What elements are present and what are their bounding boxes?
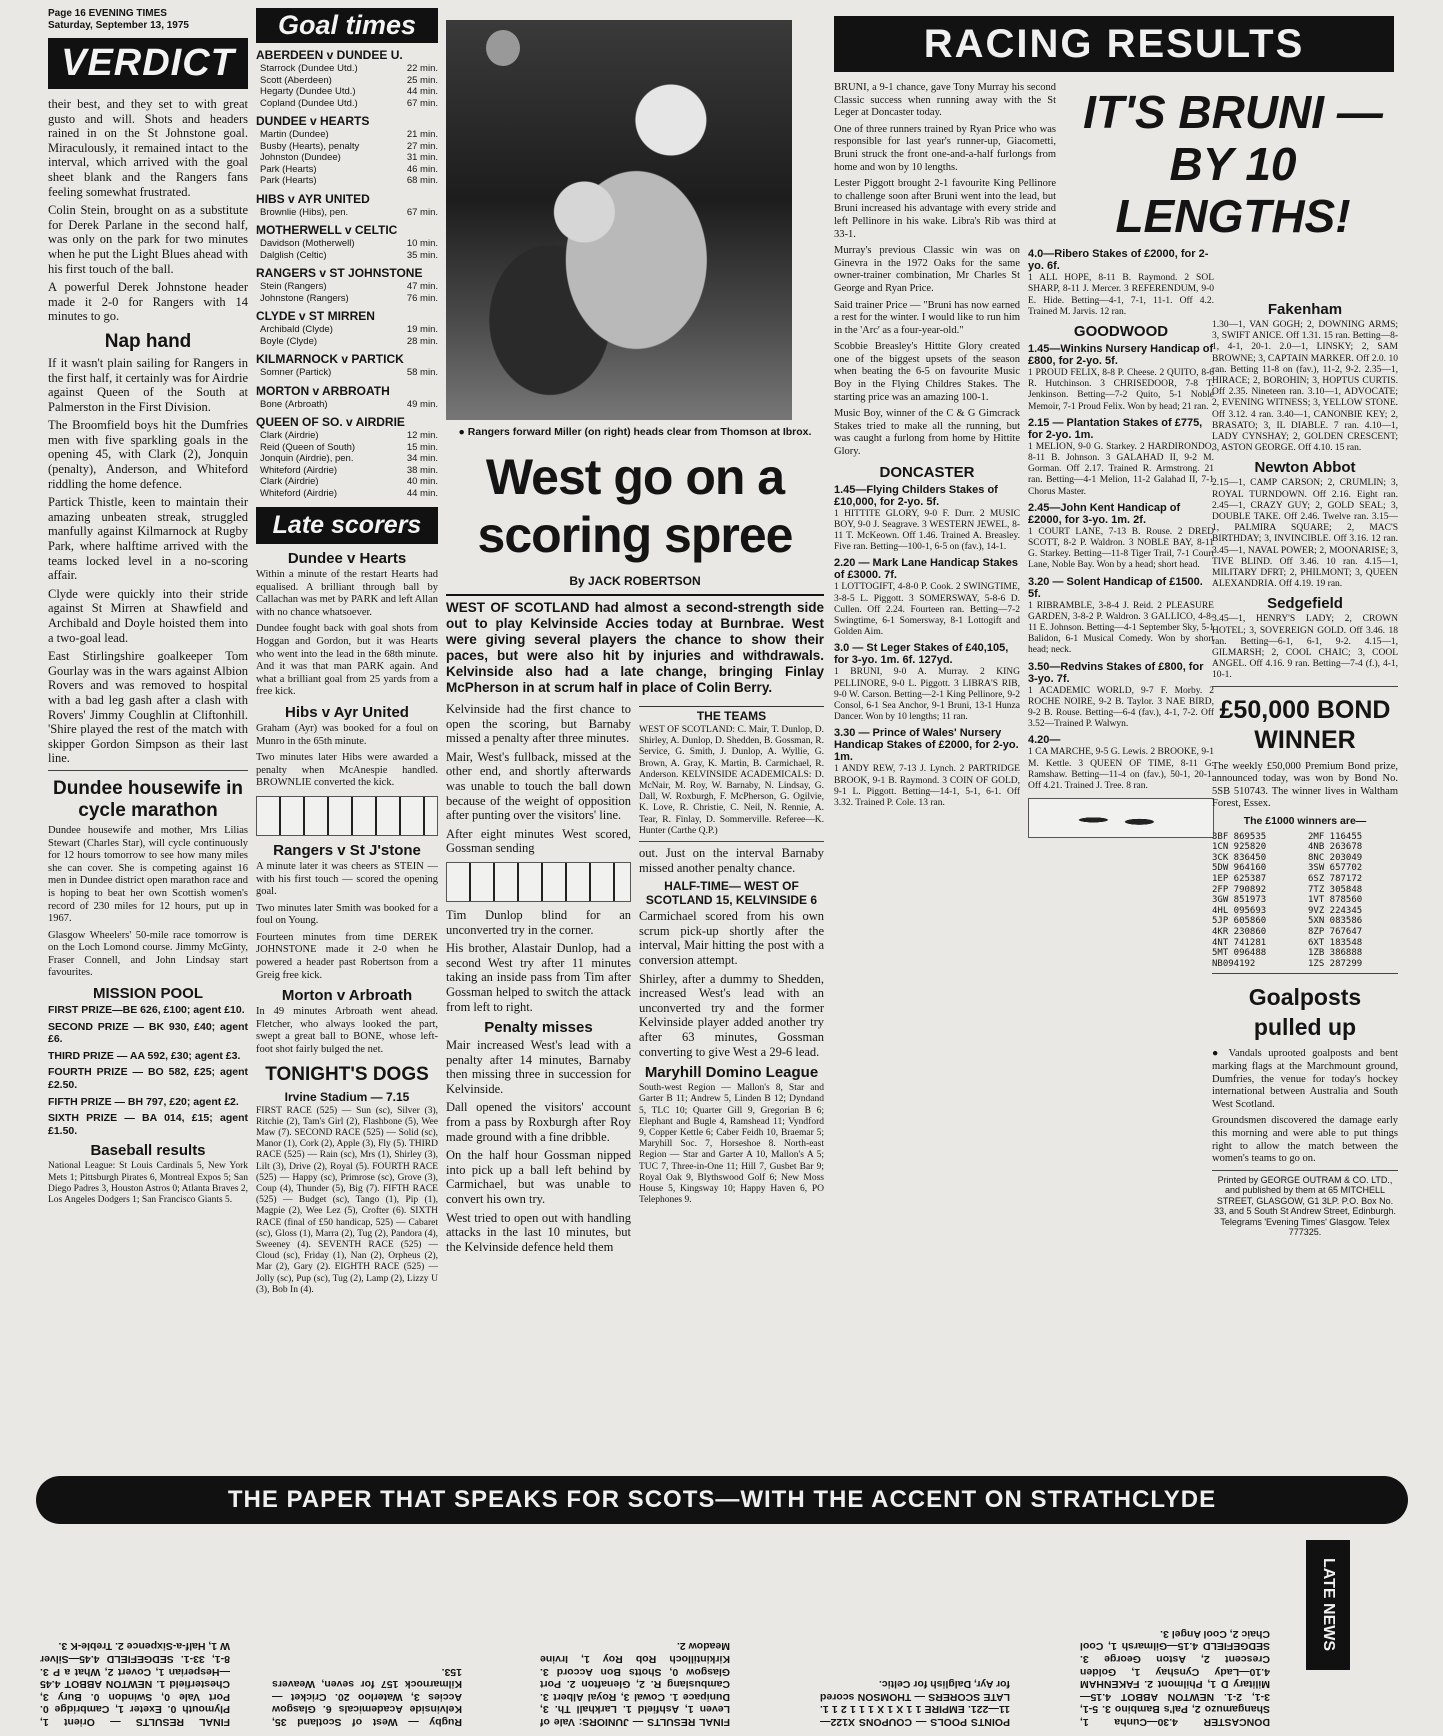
match-photo	[446, 20, 792, 420]
nap-para: Clyde were quickly into their stride against St Mirren at Shawfield and Archibald and Doyle hoisted them into a two-goal lead.	[48, 586, 248, 645]
race-result: 1 HITTITE GLORY, 9-0 F. Durr. 2 MUSIC BOY, 9-0 J. Seagrave. 3 WESTERN JEWEL, 8-11 T. McKeown. Off 1.46. Trained A. Breasley. Five ran. Betting—100-1, 6-5 on (fav.), 14-1.	[834, 508, 1020, 553]
scorer-name: Hegarty (Dundee Utd.)	[260, 86, 356, 97]
goal-times-match: DUNDEE v HEARTS	[256, 114, 370, 128]
racing-para: BRUNI, a 9-1 chance, gave Tony Murray his second Classic success when running away with the St Leger at Doncaster today.	[834, 82, 1056, 119]
bond-number: 2MF 116455	[1308, 831, 1363, 842]
scorer-minute: 34 min.	[406, 453, 438, 464]
bond-number: 6XT 183548	[1308, 937, 1363, 948]
column-verdict	[48, 8, 248, 1470]
late-scorers-match: Rangers v St J'stone	[273, 841, 421, 859]
race-result: 1 ALL HOPE, 8-11 B. Raymond. 2 SOL SHARP, 8-11 J. Mercer. 3 REFERENDUM, 9-0 E. Hide. Betting—4-1, 7-1, 11-1. Off 4.2. Trained M. Jarvis. 12 ran.	[1028, 273, 1214, 317]
goal-times-scorer	[256, 164, 438, 176]
race-title: 3.50—Redvins Stakes of £800, for 3-yo. 7f.	[1028, 660, 1204, 685]
goal-times-scorer	[256, 281, 438, 293]
race-title: 3.0 — St Leger Stakes of £40,105, for 3-yo. 1m. 6f. 127yd.	[834, 642, 1009, 667]
goodwood-races	[1028, 343, 1214, 792]
scorer-name: Jonquin (Airdrie), pen.	[260, 453, 354, 464]
west-para: Mair increased West's lead with a penalty after 14 minutes, Barnaby then missing three in succession for Kelvinside.	[446, 1038, 631, 1096]
late-scorers-para: Two minutes later Smith was booked for a foul on Young.	[256, 902, 438, 927]
goal-times-scorer	[256, 476, 438, 488]
late-scorers-para: A minute later it was cheers as STEIN — with his first touch — scored the opening goal.	[256, 860, 438, 898]
baseball-heading: Baseball results	[90, 1142, 206, 1160]
nap-para: East Stirlingshire goalkeeper Tom Gourlay was in the wars against Albion Rovers and was removed to hospital with a bad leg gash after a clash with Rovers' Jimmy Coughlin at Cliftonhill. 'Shire played the rest of the match with skipper Gordon Simpson as their last line.	[48, 649, 248, 766]
goal-times-scorer	[256, 86, 438, 98]
west-para: His brother, Alastair Dunlop, had a second West try after 11 minutes taking an inside pass from Tim after Gossman helped to switch the attack from left to right.	[446, 941, 631, 1014]
goodwood-first-race	[1028, 248, 1214, 318]
bond-number: 5DW 964160	[1212, 863, 1267, 874]
goal-times-scorer	[256, 129, 438, 141]
bond-number-list	[1212, 832, 1398, 970]
halftime-score: HALF-TIME— WEST OF SCOTLAND 15, KELVINSIDE 6	[645, 879, 818, 908]
racing-para: Music Boy, winner of the C & G Gimcrack Stakes tried to make all the running, but was caught a furlong from home by Hittite Glory.	[834, 408, 1020, 458]
baseball-text: National League: St Louis Cardinals 5, New York Mets 1; Pittsburgh Pirates 6, Montreal Expos 5; San Diego Padres 3, Houston Astros 0; Atlanta Braves 2, Los Angeles Dodgers 1; San Francisco Giants 5.	[48, 1161, 248, 1206]
stop-press-column	[820, 1532, 1010, 1728]
racing-para: Murray's previous Classic win was on Ginevra in the 1972 Oaks for the same owner-trainer combination, Mr Charles St George and Ryan Price.	[834, 245, 1020, 294]
sedgefield-text: 3.45—1, HENRY'S LADY; 2, CROWN HOTEL; 3, SOVEREIGN GOLD. Off 3.46. 18 ran. Betting—6-1, 6-1, 9-2. 4.15—1, GILMARSH; 2, COOL CHAIC; 3, COOL ANGEL. Off 4.16. 9 ran. Betting—7-4 (f.), 4-1, 10-1.	[1212, 614, 1398, 681]
goal-times-match: RANGERS v ST JOHNSTONE	[256, 266, 423, 280]
divider	[1212, 1170, 1398, 1171]
west-body-left	[446, 702, 631, 1258]
goalposts-para: Groundsmen discovered the damage early this morning and were able to put things right to allow the match between the women's teams to go on.	[1212, 1115, 1398, 1165]
mission-pool-line: THIRD PRIZE — AA 592, £30; agent £3.	[48, 1049, 241, 1062]
divider	[48, 770, 248, 771]
goalposts-heading: Goalposts pulled up	[1248, 984, 1362, 1041]
photo-caption: ● Rangers forward Miller (on right) heads clear from Thomson at Ibrox.	[458, 426, 812, 438]
goal-times-scorer	[256, 430, 438, 442]
goal-times-scorer	[256, 293, 438, 305]
west-para: Carmichael scored from his own scrum pick-up shortly after the interval, Mair hitting the post with a conversion attempt.	[639, 909, 824, 967]
late-scorers-para: In 49 minutes Arbroath went ahead. Fletcher, who always looked the part, swept a great ball to BONE, whose left-foot shot fairly bulged the net.	[256, 1006, 438, 1056]
scorer-name: Brownlie (Hibs), pen.	[260, 206, 349, 218]
doncaster-races	[834, 484, 1020, 810]
west-para: On the half hour Gossman nipped into pick up a ball left behind by Carmichael, but was unable to convert his own try.	[446, 1148, 631, 1207]
domino-text: South-west Region — Mallon's 8, Star and Garter B 11; Andrew 5, Linden B 12; Dyndand 5, TLC 10; Quarter Gill 9, Gregorian B 6; Elephant and Bugle 4, Ramshead 11; Vyndford 9, Copper Kettle 6; Caber Feidh 10, Braemar 5; Maryhill Soc. 7, Horseshoe 8. North-east Region — Star and Garter A 10, Mallon's A 5; TUC 7, Three-in-One 11; Hill 7, Gusbet Bar 9; Royal Oak 9, Blythswood Golf 6; New Moss House 5, Kingsway 10; Happy Haven 6, PO Telephones 9.	[639, 1083, 824, 1206]
goal-times-match: QUEEN OF SO. v AIRDRIE	[256, 415, 405, 429]
scorer-name: Clark (Airdrie)	[260, 476, 319, 487]
scorer-minute: 35 min.	[406, 249, 438, 261]
bond-list-heading: The £1000 winners are—	[1243, 815, 1367, 828]
mission-pool-line: FIFTH PRIZE — BH 797, £20; agent £2.	[48, 1095, 239, 1108]
scorer-name: Somner (Partick)	[260, 367, 332, 378]
scorer-name: Park (Hearts)	[260, 175, 317, 186]
column-courses	[1212, 296, 1398, 1470]
scorer-minute: 21 min.	[406, 129, 438, 140]
dogs-venue: Irvine Stadium — 7.15	[284, 1089, 410, 1104]
rugby-players-icon	[446, 862, 631, 902]
teams-heading: THE TEAMS	[639, 706, 824, 723]
newton-abbot-heading: Newton Abbot	[1254, 459, 1356, 477]
fakenham-heading: Fakenham	[1267, 301, 1343, 318]
bond-number: 3BF 869535	[1212, 831, 1267, 842]
race-result: 1 ACADEMIC WORLD, 9-7 F. Morby. 2 ROCHE NOIRE, 9-2 B. Taylor. 3 NAE BIRD, 9-2 B. Rouse. Betting—6-4 (fav.), 4-1, 7-2. Off 3.52—Trained P. Walwyn.	[1028, 685, 1214, 730]
racing-para: One of three runners trained by Ryan Price who was responsible for last year's runner-up, Giacometti, Bruni struck the front one-and-a-half furlongs from home and won by 10 lengths.	[834, 123, 1056, 173]
race-result: 1 ANDY REW, 7-13 J. Lynch. 2 PARTRIDGE BROOK, 9-1 B. Raymond. 3 COIN OF GOLD, 9-1 L. Piggott. Betting—14-1, 5-1, 6-1. Off 3.32. Trained P. Cole. 13 ran.	[834, 764, 1020, 809]
stop-press-text: DONCASTER 4.30—Cunha 1, Shangamuzo 2, Pal's Bambino 3. 5-1, 3-1, 2-1. NEWTON ABBOT 4.15—Military D 1, Philmont 2. FAKENHAM 4.10—Lady Cynshay 1, Golden Crescent 2, Aston George 3. SEDGEFIELD 4.15—Gilmarsh 1, Cool Chaic 2, Cool Angel 3.	[1080, 1627, 1270, 1728]
bruni-headline: IT'S BRUNI —BY 10 LENGTHS!	[1083, 86, 1383, 242]
housewife-heading: Dundee housewife in cycle marathon	[52, 777, 244, 821]
divider	[639, 841, 824, 842]
scorer-minute: 67 min.	[406, 97, 438, 109]
goal-times-scorer	[256, 152, 438, 164]
late-scorers-para: Dundee fought back with goal shots from Hoggan and Gordon, but it was Hearts who went into the lead in the 68th minute. And it was that man PARK again. And what a brilliant goal from 25 yards from a free kick.	[256, 623, 438, 698]
stop-press-column	[1080, 1532, 1270, 1728]
race-title: 3.20 — Solent Handicap of £1500. 5f.	[1028, 575, 1203, 600]
scorer-name: Whiteford (Airdrie)	[260, 464, 338, 476]
mission-pool-heading: MISSION POOL	[92, 985, 203, 1003]
stop-press-text: FINAL RESULTS — Orient 1, Plymouth 0. Exeter 1, Cambridge 0. Port Vale 0, Swindon 0. Bury 3, Chesterfield 1. NEWTON ABBOT 4.45—Hesperian 1, Covert 2, What a P 3. 8-1, 33-1. SEDGEFIELD 4.45—Silver W 1, Half-a-Sixpence 2. Treble-K 3.	[40, 1640, 230, 1728]
dogs-text: FIRST RACE (525) — Sun (sc), Silver (3), Ritchie (2), Tam's Girl (2), Flashbone (5), Wee Maw (7). SECOND RACE (525) — Solid (sc), Manor (1), Cork (2), Apple (3), Fly (5). THIRD RACE (525) — Rain (sc), Mrs (1), Shirley (3), Lilt (3), Drive (2), Royal (5). FOURTH RACE (525) — Happy (sc), Primrose (sc), Grove (3), Coup (4), Thunder (5), Big (7). FIFTH RACE (525) — Budget (sc), Tango (1), Pip (1), Magpie (2), Wee Lez (5), Crofter (6). SIXTH RACE (final of £50 handicap, 525) — Cabaret (sc), Gloss (1), Marra (2), Tug (2), Pandora (4), Sweeney (4). SEVENTH RACE (525) — Cloud (sc), Friday (1), Nan (2), Orpheus (2), Mar (2), Gary (2). EIGHTH RACE (525) — Jolly (sc), Pup (sc), Tug (2), Lamp (2), Lizzy U (3), Bob In (4).	[256, 1105, 438, 1295]
goal-times-scorer	[256, 367, 438, 379]
bond-number: 1ZS 287299	[1308, 958, 1363, 969]
scorer-minute: 22 min.	[406, 63, 438, 74]
mission-pool-line: FOURTH PRIZE — BO 582, £25; agent £2.50.	[48, 1066, 248, 1092]
stop-press-column	[40, 1532, 230, 1728]
scorer-minute: 27 min.	[406, 140, 438, 152]
penalty-misses-heading: Penalty misses	[484, 1019, 593, 1037]
late-scorers-para: Within a minute of the restart Hearts had equalised. A brilliant through ball by Callachan was met by PARK and left Allan with no chance whatsoever.	[256, 569, 438, 618]
scorer-minute: 25 min.	[406, 74, 438, 86]
verdict-para: Colin Stein, brought on as a substitute for Derek Parlane in the second half, was only on the park for two minutes when he put the Light Blues ahead with his first touch of the ball.	[48, 203, 248, 276]
race-title: 3.30 — Prince of Wales' Nursery Handicap Stakes of £2000, for 2-yo. 1m.	[834, 727, 1019, 764]
west-byline: By JACK ROBERTSON	[569, 574, 701, 588]
west-para: Dall opened the visitors' account from a pass by Roxburgh after Roy made ground with a fine dribble.	[446, 1100, 631, 1144]
bond-heading: £50,000 BOND WINNER	[1219, 695, 1391, 754]
bond-number: 1EP 625387	[1212, 874, 1267, 885]
scorer-name: Johnstone (Rangers)	[260, 292, 349, 304]
housewife-para: Dundee housewife and mother, Mrs Lilias Stewart (Charles Star), will cycle continuously for 12 hours tomorrow to see how many miles she can cover. She is competing against 16 men in Dundee district open marathon race and is hoping to beat her own Scottish women's record of 230 miles for 12 hours, put up in 1967.	[48, 824, 248, 925]
race-result: 1 MELION, 9-0 G. Starkey. 2 HARDIRONDO, 8-11 B. Johnson. 3 GALAHAD II, 9-2 M. Gorman. Off 2.17. Trained R. Armstrong. 21 ran. Betting—4-1 Melion, 11-2 Galahad II, 7-1 Chorus Master.	[1028, 441, 1214, 497]
scorer-name: Copland (Dundee Utd.)	[260, 97, 358, 109]
goal-times-match: ABERDEEN v DUNDEE U.	[256, 48, 403, 62]
west-para: out. Just on the interval Barnaby missed another penalty chance.	[639, 846, 824, 875]
bond-number: 4NT 741281	[1212, 937, 1267, 948]
goal-times-scorer	[256, 175, 438, 187]
scorer-minute: 47 min.	[406, 281, 438, 292]
goal-times-scorer	[256, 336, 438, 348]
race-result: 1 LOTTOGIFT, 4-8-0 P. Cook. 2 SWINGTIME, 3-8-5 L. Piggott. 3 SOMERSWAY, 5-8-6 D. Cullen. Off 2.24. Fourteen ran. Betting—7-2 Swingtime, 6-1 Somersway, 8-1 Lottogift and Golden Aim.	[834, 582, 1020, 638]
divider	[1212, 973, 1398, 974]
goal-times-scorer	[256, 324, 438, 336]
scorer-minute: 44 min.	[406, 86, 438, 97]
bond-number: 4NB 263678	[1308, 842, 1363, 853]
fakenham-text: 1.30—1, VAN GOGH; 2, DOWNING ARMS; 3, SWIFT ANICE. Off 1.31. 15 ran. Betting—8-1, 4-1, 20-1. 2.0—1, LINSKY; 2, SAM BROWNE; 3, CAPTAIN MARKER. Off 2.0. 10 ran. Betting 11-8 on (fav.), 11-2, 9-2. 2.35—1, HIRACE; 2, BOROHIN; 3, HOPTUS CURTIS. Off 2.35. Nineteen ran. 3.10—1, ADVOCATE; 2, EVENING WITNESS; 3, YELLOW STONE. Off 3.12. 4 ran. 3.40—1, CANONBIE KEY; 2, BRASATO; 3, IL DIABLE. 7 ran. 4.10—1, LADY CYNSHAY; 2, GOLDEN CRESCENT; 3, ASTON GEORGE. Off 4.10. 15 ran.	[1212, 320, 1398, 454]
west-para: Kelvinside had the first chance to open the scoring, but Barnaby missed a penalty after three minutes.	[446, 702, 631, 746]
goodwood-heading: GOODWOOD	[1073, 322, 1169, 340]
stop-press-text: Rugby — West of Scotland 35, Kelvinside Academicals 6. Glasgow Accies 3, Waterloo 20. Cricket — Kilmarnock 157 for seven, Weavers 153.	[272, 1665, 462, 1728]
racing-para: Said trainer Price — "Bruni has now earned a rest for the winter. I would like to run him in the 'Arc' as a four-year-old."	[834, 299, 1020, 336]
bond-number: 9VZ 224345	[1308, 905, 1363, 916]
race-title: 1.45—Flying Childers Stakes of £10,000, for 2-yo. 5f.	[834, 483, 998, 508]
west-para: Tim Dunlop blind for an unconverted try in the corner.	[446, 907, 631, 937]
goal-times-scorer	[256, 75, 438, 87]
teams-text: WEST OF SCOTLAND: C. Mair, T. Dunlop, D. Shirley, A. Dunlop, D. Shedden, B. Gossman, R. Service, G. Smith, J. Dunlop, A. Wyllie, G. Brown, A. Gray, K. Martin, B. Carmichael, R. Anderson. KELVINSIDE ACADEMICALS: D. McNair, M. Roy, W. Barnaby, N. Lindsay, G. Dall, W. Roxburgh, F. McPherson, G. Ogilvie, K. Love, R. Christie, C. Neil, N. Rennie, A. Tear, R. Finlay, D. Sommerville. Referee—K. Hunter (Carthe Q.P.)	[639, 725, 824, 836]
late-scorers-match: Hibs v Ayr United	[285, 703, 409, 721]
goal-times-match: MORTON v ARBROATH	[256, 383, 390, 398]
stop-press	[40, 1532, 1408, 1728]
west-body	[446, 702, 824, 1258]
scorer-name: Boyle (Clyde)	[260, 335, 318, 347]
goal-times-scorer	[256, 238, 438, 250]
nap-hand-heading: Nap hand	[104, 330, 192, 352]
goal-times-scorer	[256, 442, 438, 454]
bond-number: 8NC 203049	[1308, 852, 1363, 863]
west-para: After eight minutes West scored, Gossman sending	[446, 826, 631, 856]
scorer-minute: 31 min.	[406, 152, 438, 163]
bond-number: 4HL 095693	[1212, 905, 1267, 916]
goal-times-match: HIBS v AYR UNITED	[256, 191, 370, 206]
scorer-minute: 15 min.	[406, 441, 438, 453]
scorer-minute: 76 min.	[406, 292, 438, 304]
column-racing	[834, 82, 1214, 1470]
scorer-name: Scott (Aberdeen)	[260, 74, 332, 86]
goal-times-scorer	[256, 98, 438, 110]
scorer-name: Clark (Airdrie)	[260, 430, 319, 441]
bond-number: 1VT 878560	[1308, 895, 1363, 906]
scorer-minute: 38 min.	[406, 464, 438, 476]
bond-number: 2FP 790892	[1212, 884, 1267, 895]
scorer-minute: 44 min.	[406, 487, 438, 499]
race-title: 1.45—Winkins Nursery Handicap of £800, for 2-yo. 5f.	[1028, 342, 1214, 367]
racing-body-right	[1028, 245, 1214, 844]
masthead	[48, 8, 248, 32]
scorer-name: Martin (Dundee)	[260, 129, 329, 140]
scorer-minute: 67 min.	[406, 206, 438, 218]
racing-body	[834, 245, 1214, 844]
bond-number: 1ZB 386888	[1308, 948, 1363, 959]
scorer-name: Starrock (Dundee Utd.)	[260, 63, 358, 74]
goal-times-heading: Goal times	[256, 8, 438, 43]
race-title: 2.15 — Plantation Stakes of £775, for 2-yo. 1m.	[1028, 416, 1203, 441]
verdict-heading: VERDICT	[48, 38, 248, 89]
bond-number: 3SW 657702	[1308, 863, 1363, 874]
late-scorers-list	[256, 550, 438, 1057]
slogan-banner: THE PAPER THAT SPEAKS FOR SCOTS—WITH THE ACCENT ON STRATHCLYDE	[36, 1476, 1408, 1524]
west-headline: West go on a scoring spree	[477, 449, 793, 563]
stop-press-text: FINAL RESULTS — JUNIORS: Vale of Leven 1, Ashfield 1. Larkhall Th. 3, Dunipace 1. Cowal 3, Royal Albert 3. Cambuslang R. 2, Glenafton 2. Port Glasgow 0, Shotts Bon Accord 3. Kirkintilloch Rob Roy 1, Irvine Meadow 2.	[540, 1640, 730, 1728]
late-scorers-para: Two minutes later Hibs were awarded a penalty when McAnespie handled. BROWNLIE converted the kick.	[256, 752, 438, 789]
bond-number: 5MT 096488	[1212, 948, 1267, 959]
goal-times-match: KILMARNOCK v PARTICK	[256, 352, 404, 366]
bond-number: 7TZ 305848	[1308, 884, 1363, 895]
goal-times-scorer	[256, 250, 438, 262]
goal-times-list	[256, 48, 438, 499]
masthead-page-paper: Page 16 EVENING TIMES	[48, 8, 167, 19]
mission-pool-line: SECOND PRIZE — BK 930, £40; agent £6.	[48, 1020, 248, 1046]
racing-story	[834, 82, 1056, 241]
scorer-name: Park (Hearts)	[260, 163, 317, 175]
racing-para: Scobbie Breasley's Hittite Glory created one of the biggest upsets of the season when beating the 6-5 on favourite Music Boy in the Flying Childres Stakes. The starting price was an amazing 100-1.	[834, 341, 1020, 403]
west-para: West tried to open out with handling attacks in the last 10 minutes, but the Kelvinside defence held them	[446, 1210, 631, 1254]
goal-times-scorer	[256, 141, 438, 153]
bond-number: 4KR 230860	[1212, 927, 1267, 937]
football-players-icon	[256, 796, 438, 836]
west-body-right	[639, 702, 824, 1258]
scorer-minute: 19 min.	[406, 324, 438, 335]
divider	[1212, 686, 1398, 687]
newton-abbot-text: 2.15—1, CAMP CARSON; 2, CRUMLIN; 3, ROYAL TURNDOWN. Off 2.16. Eight ran. 2.45—1, CRAZY GUY; 2, GOLD SEAL; 3, DOUBLE TAKE. Off 2.46. Twelve ran. 3.15—1, PALMIRA SQUARE; 2, MAC'S BIRTHDAY; 3, INVINCIBLE. Off 3.16. 12 ran. 3.45—1, NAVAL POWER; 2, MOONARISE; 3, TIVE BLIND. Off 3.46. 10 ran. 4.15—1, MILITARY DFRT; 2, PHILMONT; 3, QUEEN ALEXANDRIA. Off 4.19. 19 ran.	[1212, 478, 1398, 590]
nap-para: Partick Thistle, keen to maintain their amazing unbeaten streak, struggled manfully against Kilmarnock at Rugby Park, where halftime arrived with the teams locked level in a no-scoring affair.	[48, 495, 248, 583]
nap-para: If it wasn't plain sailing for Rangers in the first half, it certainly was for Airdrie against Queen of the South at Palmerston in the First Division.	[48, 355, 248, 414]
scorer-name: Stein (Rangers)	[260, 281, 327, 292]
verdict-para: their best, and they set to with great gusto and will. Shots and headers rained in on the St Johnstone goal. Miraculously, it remained intact to the interval, which arrived with the goal sheet blank and the Rangers fans feeling somewhat frustrated.	[48, 97, 248, 199]
nap-para: The Broomfield boys hit the Dumfries men with five sparkling goals in the opening 45, with Clark (2), Jonquin (penalty), Anderson, and Whiteford riddling the home defence.	[48, 418, 248, 491]
race-title: 2.45—John Kent Handicap of £2000, for 3-yo. 1m. 2f.	[1028, 501, 1181, 526]
scorer-name: Dalglish (Celtic)	[260, 249, 327, 261]
scorer-name: Reid (Queen of South)	[260, 441, 356, 453]
stop-press-column	[540, 1532, 730, 1728]
late-scorers-match: Dundee v Hearts	[287, 550, 407, 567]
bond-number: 6SZ 787172	[1308, 874, 1363, 885]
scorer-minute: 28 min.	[406, 335, 438, 347]
scorer-name: Archibald (Clyde)	[260, 324, 333, 335]
racing-para: Lester Piggott brought 2-1 favourite King Pellinore to challenge soon after Bruni went into the lead, but Bruni increased his advantage with every stride and left Pellinore in his wake. Libra's Rib was third at 33-1.	[834, 178, 1056, 240]
bond-number: 5XN 083586	[1308, 916, 1363, 927]
housewife-para: Glasgow Wheelers' 50-mile race tomorrow is on the Loch Lomond course. Jimmy McGinty, Fraser Connell, and John Lindsay start favourites.	[48, 929, 248, 979]
domino-heading: Maryhill Domino League	[644, 1064, 819, 1082]
goalposts-para: ● Vandals uprooted goalposts and bent marking flags at the Marchmount ground, Dumfries, the venue for today's hockey international between Australia and South West Scotland.	[1212, 1048, 1398, 1110]
goal-times-scorer	[256, 488, 438, 500]
sedgefield-heading: Sedgefield	[1267, 595, 1343, 613]
column-rugby	[446, 8, 824, 1470]
bond-number: 3CK 836450	[1212, 852, 1267, 863]
bond-number: NB094192	[1212, 958, 1256, 969]
scorer-minute: 49 min.	[406, 398, 438, 410]
west-para: Shirley, after a dummy to Shedden, increased West's lead with an unconverted try and the former Kelvinside player added another try after 63 minutes, Gossman converting to give West a 29-6 lead.	[639, 971, 824, 1059]
race-title: 2.20 — Mark Lane Handicap Stakes of £3000. 7f.	[834, 557, 1019, 582]
masthead-date: Saturday, September 13, 1975	[48, 20, 189, 31]
dogs-heading: TONIGHT'S DOGS	[265, 1063, 429, 1085]
stop-press-column	[272, 1532, 462, 1728]
racing-horses-icon	[1028, 798, 1214, 838]
column-goal-times	[256, 8, 438, 1470]
scorer-name: Bone (Arbroath)	[260, 398, 328, 410]
scorer-minute: 46 min.	[406, 163, 438, 175]
mission-pool-line: SIXTH PRIZE — BA 014, £15; agent £1.50.	[48, 1112, 248, 1137]
bond-number: 1CN 925820	[1212, 842, 1267, 853]
racing-results-banner: RACING RESULTS	[834, 16, 1394, 72]
printer-imprint: Printed by GEORGE OUTRAM & CO. LTD., and published by them at 65 MITCHELL STREET, GLASGOW, G1 3LP. P.O. Box No. 33, and 5 South St Andrew Street, Edinburgh. Telegrams 'Evening Times' Glasgow. Telex 777325.	[1213, 1174, 1397, 1238]
race-result: 1 CA MARCHE, 9-5 G. Lewis. 2 BROOKE, 9-1 M. Kettle. 3 QUEEN OF TIME, 8-11 G. Ramshaw. Betting—11-4 on (fav.), 50-1, 20-1. Off 4.21. Trained J. Tree. 8 ran.	[1028, 747, 1214, 792]
scorer-minute: 68 min.	[406, 175, 438, 186]
late-scorers-para: Graham (Ayr) was booked for a foul on Munro in the 65th minute.	[256, 722, 438, 747]
scorer-minute: 58 min.	[406, 367, 438, 378]
bond-number: 8ZP 767647	[1308, 927, 1363, 937]
scorer-minute: 40 min.	[406, 476, 438, 487]
goal-times-scorer	[256, 63, 438, 75]
scorer-name: Busby (Hearts), penalty	[260, 140, 360, 152]
west-para: Mair, West's fullback, missed at the other end, and shortly afterwards was unable to touch the ball down because of the weight of opposition after punting over the visitors' line.	[446, 749, 631, 823]
west-lead: WEST OF SCOTLAND had almost a second-strength side out to play Kelvinside Accies today at Burnbrae. West were giving several players the chance to show their paces, but were also hit by injuries and withdrawals. Kelvinside also had a late change, bringing Finlay McPherson in at scrum half in place of Colin Berry.	[446, 594, 824, 696]
goal-times-scorer	[256, 207, 438, 219]
race-title: 4.0—Ribero Stakes of £2000, for 2-yo. 6f.	[1028, 248, 1209, 273]
late-news-label: LATE NEWS	[1306, 1540, 1350, 1670]
scorer-minute: 10 min.	[406, 238, 438, 249]
scorer-minute: 12 min.	[406, 430, 438, 441]
goal-times-match: MOTHERWELL v CELTIC	[256, 223, 398, 237]
goal-times-scorer	[256, 453, 438, 465]
bond-number: 5JP 605860	[1212, 916, 1267, 927]
late-scorers-para: Fourteen minutes from time DEREK JOHNSTONE made it 2-0 when he powered a header past Robertson from a Greig free kick.	[256, 931, 438, 981]
racing-body-left	[834, 245, 1020, 844]
bond-text: The weekly £50,000 Premium Bond prize, announced today, was won by Bond No. 5SB 510743. The winner lives in Waltham Forest, Essex.	[1212, 760, 1398, 810]
scorer-name: Johnston (Dundee)	[260, 152, 341, 163]
race-result: 1 COURT LANE, 7-13 B. Rouse. 2 DRED SCOTT, 8-2 P. Waldron. 3 NOBLE BAY, 8-11 G. Starkey. Betting—11-8 Tiger Trail, 7-1 Court Lane, Noble Bay. Won by a head; short head.	[1028, 526, 1214, 571]
mission-pool-line: FIRST PRIZE—BE 626, £100; agent £10.	[48, 1004, 245, 1017]
scorer-name: Davidson (Motherwell)	[260, 238, 355, 249]
goal-times-match: CLYDE v ST MIRREN	[256, 309, 375, 323]
race-title: 4.20—	[1028, 734, 1061, 747]
doncaster-heading: DONCASTER	[879, 463, 975, 481]
late-scorers-heading: Late scorers	[256, 507, 438, 544]
race-result: 1 BRUNI, 9-0 A. Murray. 2 KING PELLINORE, 9-0 L. Piggott. 3 LIBRA'S RIB, 9-0 W. Carson. Betting—2-1 King Pellinore, 9-2 Consol, 6-1 Sea Anchor, 9-1 Bruni, 13-1 Hunza Dancer. Won by 10 lengths; 11 ran.	[834, 667, 1020, 723]
goal-times-scorer	[256, 399, 438, 411]
late-scorers-match: Morton v Arbroath	[281, 987, 413, 1005]
verdict-para: A powerful Derek Johnstone header made it 2-0 for Rangers with 14 minutes to go.	[48, 280, 248, 324]
race-result: 1 PROUD FELIX, 8-8 P. Cheese. 2 QUITO, 8-6 R. Hutchinson. 3 CHRISEDOOR, 7-8 T. Jenkinson. Betting—7-2 Quito, 5-1 Noble Memoir, 7-1 Proud Felix. Won by head; 21 ran.	[1028, 367, 1214, 412]
bond-number: 3GW 851973	[1212, 895, 1267, 906]
stop-press-text: POINTS POOLS — COUPONS X122—11—221. EMPIRE 1 1 X 1 X 1 1 1 2 1 1. LATE SCORERS — THOMSON scored for Ayr, Dalglish for Celtic.	[820, 1678, 1010, 1728]
scorer-name: Whiteford (Airdrie)	[260, 487, 338, 499]
race-result: 1 RIBRAMBLE, 3-8-4 J. Reid. 2 PLEASURE GARDEN, 3-8-2 P. Waldron. 3 GALLICO, 4-8-11 E. Johnson. Betting—4-1 September Sky, 5-1 Balidon, 6-1 Musical Comedy. Won by short head; neck.	[1028, 600, 1214, 656]
goal-times-scorer	[256, 465, 438, 477]
